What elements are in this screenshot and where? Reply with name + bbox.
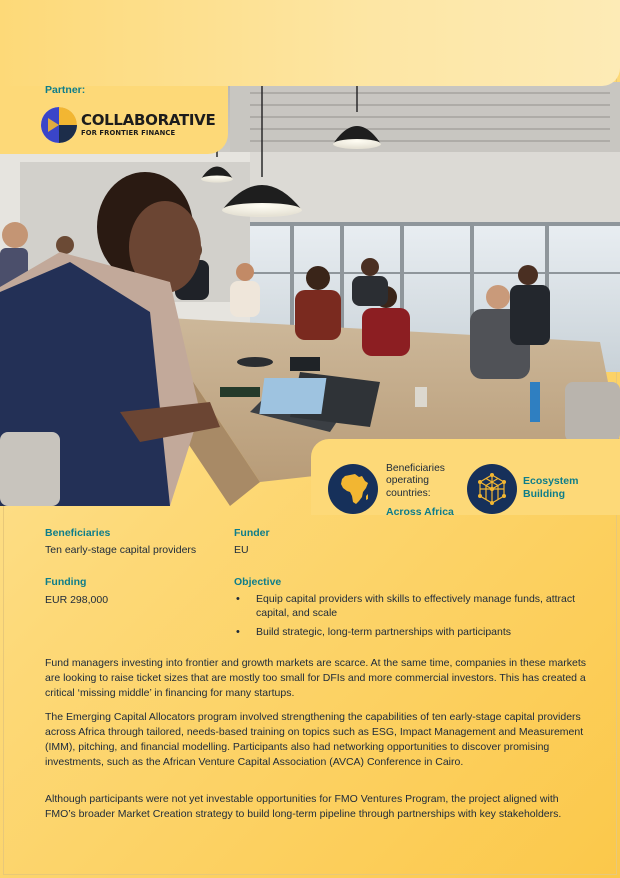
body-paragraph: Fund managers investing into frontier and growth markets are scarce. At the same time, companies in these markets are looking to raise ticket sizes that are mostly too small for DFIs and more commercial investors. This has created a critical ‘missing middle’ in financing for many startups. <box>45 657 587 699</box>
partner-name: COLLABORATIVE <box>81 111 216 130</box>
funder-value: EU <box>234 544 249 556</box>
highlight-text-line: Building <box>523 488 565 500</box>
objective-label: Objective <box>234 576 282 588</box>
body-paragraph: The Emerging Capital Allocators program involved strengthening the capabilities of ten early-stage capital providers across Africa through tailored, needs-based training on topics such as ESG, Impact Management and Measurement (IMM), pitching, and financial modelling. Participants also had networking opportunities to discover promising investments, such as the African Venture Capital Association (AVCA) Conference in Cairo. <box>45 711 584 768</box>
funder-label: Funder <box>234 527 270 539</box>
funding-value: EUR 298,000 <box>45 594 109 606</box>
beneficiaries-value: Ten early-stage capital providers <box>45 544 197 556</box>
partner-label: Partner: <box>45 84 86 96</box>
objective-list <box>234 592 584 644</box>
title-banner <box>0 0 620 86</box>
highlight-text-line: operating <box>386 475 429 487</box>
highlight-text-line: countries: <box>386 487 431 499</box>
highlight-text-line: Ecosystem <box>523 475 579 487</box>
beneficiaries-label: Beneficiaries <box>45 527 111 539</box>
ecosystem-building-label <box>523 475 578 501</box>
across-africa-value: Across Africa <box>386 506 454 518</box>
highlight-text-line: Beneficiaries <box>386 463 445 474</box>
objective-item: • Equip capital providers with skills to effectively manage funds, attract capital, and scale <box>234 592 584 620</box>
beneficiaries-countries-label <box>386 463 445 500</box>
funding-label: Funding <box>45 576 87 588</box>
africa-map-icon <box>328 464 378 514</box>
body-paragraph: Although participants were not yet investable opportunities for FMO Ventures Program, the project aligned with FMO’s broader Market Creation strategy to build long-term pipeline through partnerships with key stakeholders. <box>45 793 562 820</box>
partner-logo <box>40 106 215 144</box>
partner-tagline: FOR FRONTIER FINANCE <box>81 129 176 138</box>
network-cube-icon <box>467 464 517 514</box>
objective-item: • Build strategic, long-term partnerships with participants <box>234 625 584 639</box>
collaborative-logo-icon <box>40 106 78 144</box>
